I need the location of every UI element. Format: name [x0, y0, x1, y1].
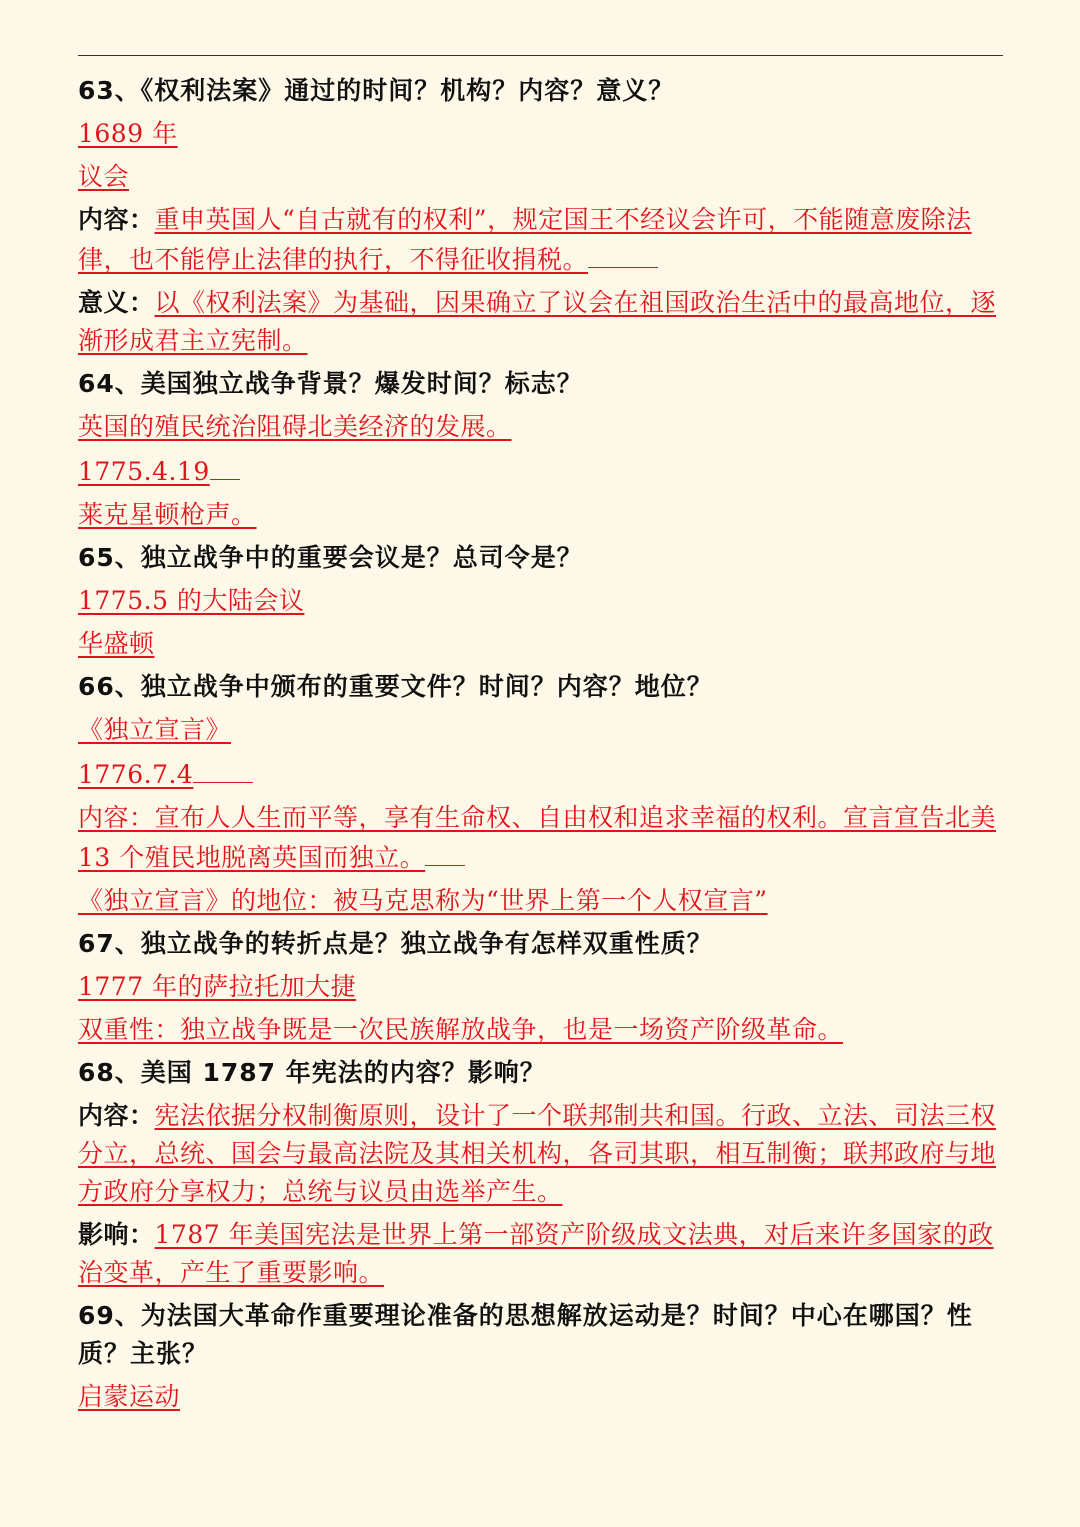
qa-list: [78, 72, 1003, 1421]
answer-66-status: 《独立宣言》的地位：被马克思称为“世界上第一个人权宣言”: [78, 886, 768, 915]
answer-65-commander: 华盛顿: [78, 629, 155, 658]
answer-64-date: 1775.4.19: [78, 451, 1003, 491]
answer-66-document: 《独立宣言》: [78, 715, 232, 744]
answer-65-meeting: 1775.5 的大陆会议: [78, 586, 305, 615]
answer-63-content: 内容：重申英国人“自古就有的权利”，规定国王不经议会许可，不能随意废除法律，也不能停止法律的执行，不得征收捐税。: [78, 205, 972, 274]
question-64: 64、美国独立战争背景？爆发时间？标志？: [78, 369, 583, 398]
answer-63-meaning: 意义：以《权利法案》为基础，因果确立了议会在祖国政治生活中的最高地位，逐渐形成君主立宪制。: [78, 288, 997, 355]
answer-66-date: 1776.7.4: [78, 754, 1003, 794]
answer-68-impact: 影响：1787 年美国宪法是世界上第一部资产阶级成文法典，对后来许多国家的政治变革，产生了重要影响。: [78, 1220, 994, 1287]
answer-67-nature: 双重性：独立战争既是一次民族解放战争，也是一场资产阶级革命。: [78, 1015, 844, 1044]
top-divider: [78, 55, 1003, 56]
answer-63-body: 议会: [78, 162, 130, 191]
question-63: 63、《权利法案》通过的时间？机构？内容？意义？: [78, 76, 675, 105]
answer-68-content: 内容：宪法依据分权制衡原则，设计了一个联邦制共和国。行政、立法、司法三权分立，总统、国会与最高法院及其相关机构，各司其职，相互制衡；联邦政府与地方政府分享权力；总统与议员由选举产生。: [78, 1101, 997, 1206]
answer-64-background: 英国的殖民统治阻碍北美经济的发展。: [78, 412, 512, 441]
answer-64-sign: 莱克星顿枪声。: [78, 500, 257, 529]
answer-69-movement: 启蒙运动: [78, 1382, 181, 1411]
content-label: 内容：: [78, 205, 155, 234]
question-67: 67、独立战争的转折点是？独立战争有怎样双重性质？: [78, 929, 713, 958]
question-65: 65、独立战争中的重要会议是？总司令是？: [78, 543, 583, 572]
question-69: 69、为法国大革命作重要理论准备的思想解放运动是？时间？中心在哪国？性质？主张？: [78, 1301, 973, 1368]
content-label: 内容：: [78, 1101, 155, 1130]
impact-label: 影响：: [78, 1220, 155, 1249]
answer-63-time: 1689 年: [78, 119, 178, 148]
question-66: 66、独立战争中颁布的重要文件？时间？内容？地位？: [78, 672, 713, 701]
answer-66-content: 内容：宣布人人生而平等，享有生命权、自由权和追求幸福的权利。宣言宣告北美 13 个殖民地脱离英国而独立。: [78, 803, 997, 872]
answer-67-turning-point: 1777 年的萨拉托加大捷: [78, 972, 357, 1001]
meaning-label: 意义：: [78, 288, 155, 317]
question-68: 68、美国 1787 年宪法的内容？影响？: [78, 1058, 546, 1087]
